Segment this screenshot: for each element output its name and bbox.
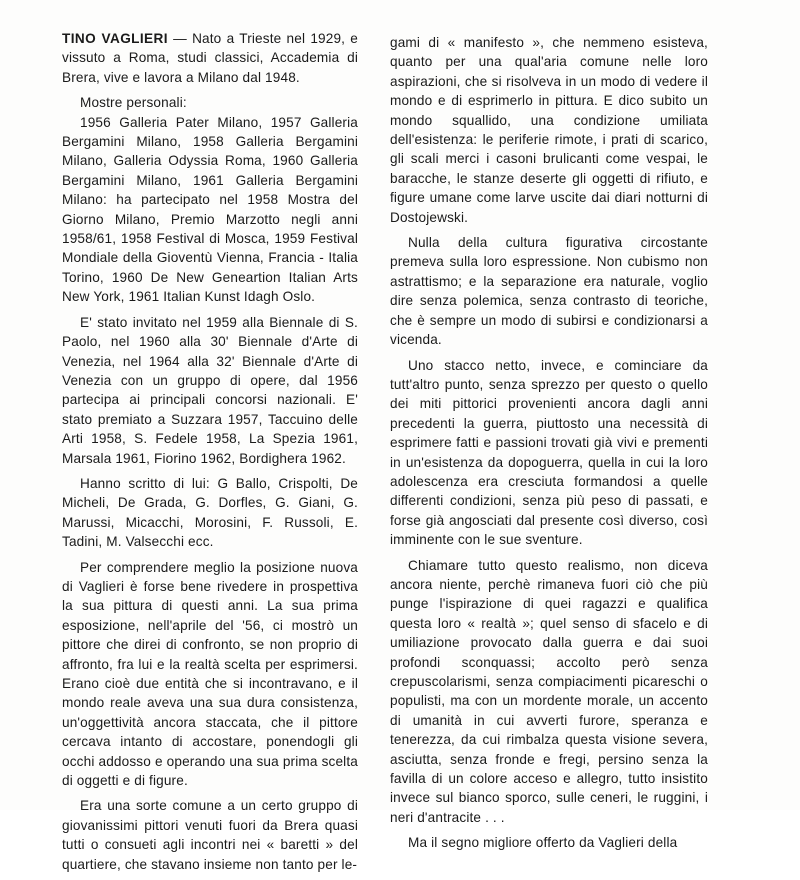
- critics-paragraph: Hanno scritto di lui: G Ballo, Crispolti, De Micheli, De Grada, G. Dorfles, G. Giani, G. Marussi, Micacchi, Morosini, F. Russoli, E. Tadini, M. Valsecchi ecc.: [62, 475, 358, 550]
- author-intro-text: — Nato a Trieste nel 1929, e vissuto a Roma, studi classici, Accademia di Brera, vive e lavora a Milano dal 1948.: [62, 31, 359, 85]
- invitations-paragraph: E' stato invitato nel 1959 alla Biennale di S. Paolo, nel 1960 alla 30' Biennale d'Arte di Venezia, nel 1964 alla 32' Biennale d'Arte di Venezia con un gruppo di opere, dal 1956 partecipa ai principali concorsi nazionali. E' stato premiato a Suzzara 1957, Taccuino delle Arti 1958, S. Fedele 1958, La Spezia 1961, Marsala 1961, Fiorino 1962, Bordighera 1962.: [62, 314, 358, 466]
- author-name: TINO VAGLIERI: [62, 31, 168, 46]
- left-column: [62, 29, 358, 880]
- solo-shows-heading: Mostre personali:: [80, 95, 187, 111]
- solo-shows-list: 1956 Galleria Pater Milano, 1957 Galleria Bergamini Milano, 1958 Galleria Bergamini Milano, Galleria Odyssia Roma, 1960 Galleria Bergamini Milano, 1961 Galleria Bergamini Milano: ha partecipato nel 1958 Mostra del Giorno Milano, Premio Marzotto negli anni 1958/61, 1958 Festival di Mosca, 1959 Festival Mondiale della Gioventù Vienna, Francia - Italia Torino, 1960 De New Geneartion Italian Arts New York, 1961 Italian Kunst Idagh Oslo.: [62, 114, 358, 305]
- essay-paragraph-continued: gami di « manifesto », che nemmeno esisteva, quanto per una qual'aria comune nelle loro aspirazioni, che si risolveva in un modo di vedere il mondo e di esprimerlo in pittura. E dico subito un mondo squallido, una condizione umiliata dell'esistenza: le periferie rimote, i prati di scarico, gli scali merci i casoni brulicanti come vespai, le baracche, le stanze deserte gli oggetti di rifiuto, e figure umane come larve uscite dai diari notturni di Dostojewski.: [390, 35, 708, 225]
- essay-paragraph: Era una sorte comune a un certo gruppo di giovanissimi pittori venuti fuori da Brera quasi tutti o consueti agli incontri nei « baretti » del quartiere, che stavano insieme non tanto per le-: [62, 798, 358, 872]
- author-intro: [62, 29, 358, 87]
- essay-paragraph: Chiamare tutto questo realismo, non diceva ancora niente, perchè rimaneva fuori ciò che più punge l'ispirazione di quei ragazzi e qualifica questa loro « realtà »; quel senso di sfacelo e di umiliazione provocato dalla guerra e dai suoi profondi sconquassi; accolto però senza crepuscolarismi, senza compiacimenti picareschi o populisti, ma con un mordente morale, un accento di umanità in cui avverti furore, speranza e tenerezza, da cui rimbalza questa visione severa, asciutta, senza fronde e fregi, persino senza la favilla di un colore acceso e allegro, tutto insistito invece sul bianco sporco, sulle ceneri, le ruggini, i neri d'antracite . . .: [390, 557, 708, 825]
- essay-paragraph: Per comprendere meglio la posizione nuova di Vaglieri è forse bene rivedere in prospettiva la sua pittura di questi anni. La sua prima esposizione, nell'aprile del '56, ci mostrò un pittore che direi di confronto, se non proprio di affronto, fra lui e la realtà scelta per esprimersi. Erano cioè due entità che si incontravano, e il mondo reale aveva una sua dura consistenza, un'oggettività ancora staccata, che il pittore cercava intanto di accostare, ponendogli gli occhi addosso e operando una sua prima scelta di oggetti e di figure.: [62, 559, 358, 789]
- essay-paragraph: Uno stacco netto, invece, e cominciare da tutt'altro punto, senza sprezzo per questo o quello dei miti pittorici provenienti ancora dagli anni precedenti la guerra, piuttosto una necessità di esprimere fatti e passioni trovati già vivi e prementi in un'esistenza da dopoguerra, quella in cui la loro adolescenza era cresciuta formandosi a quelle differenti condizioni, senza più peso di passati, e forse già angosciati dal presente così diverso, così imminente con le sue sventure.: [390, 357, 708, 548]
- essay-paragraph: Nulla della cultura figurativa circostante premeva sulla loro espressione. Non cubismo non astrattismo; e la separazione era naturale, voglio dire senza polemica, senza contrasto di teoriche, che è sempre un modo di subirsi e condizionarsi a vicenda.: [390, 235, 708, 348]
- right-column: [390, 33, 708, 859]
- essay-paragraph: Ma il segno migliore offerto da Vaglieri della: [408, 835, 678, 851]
